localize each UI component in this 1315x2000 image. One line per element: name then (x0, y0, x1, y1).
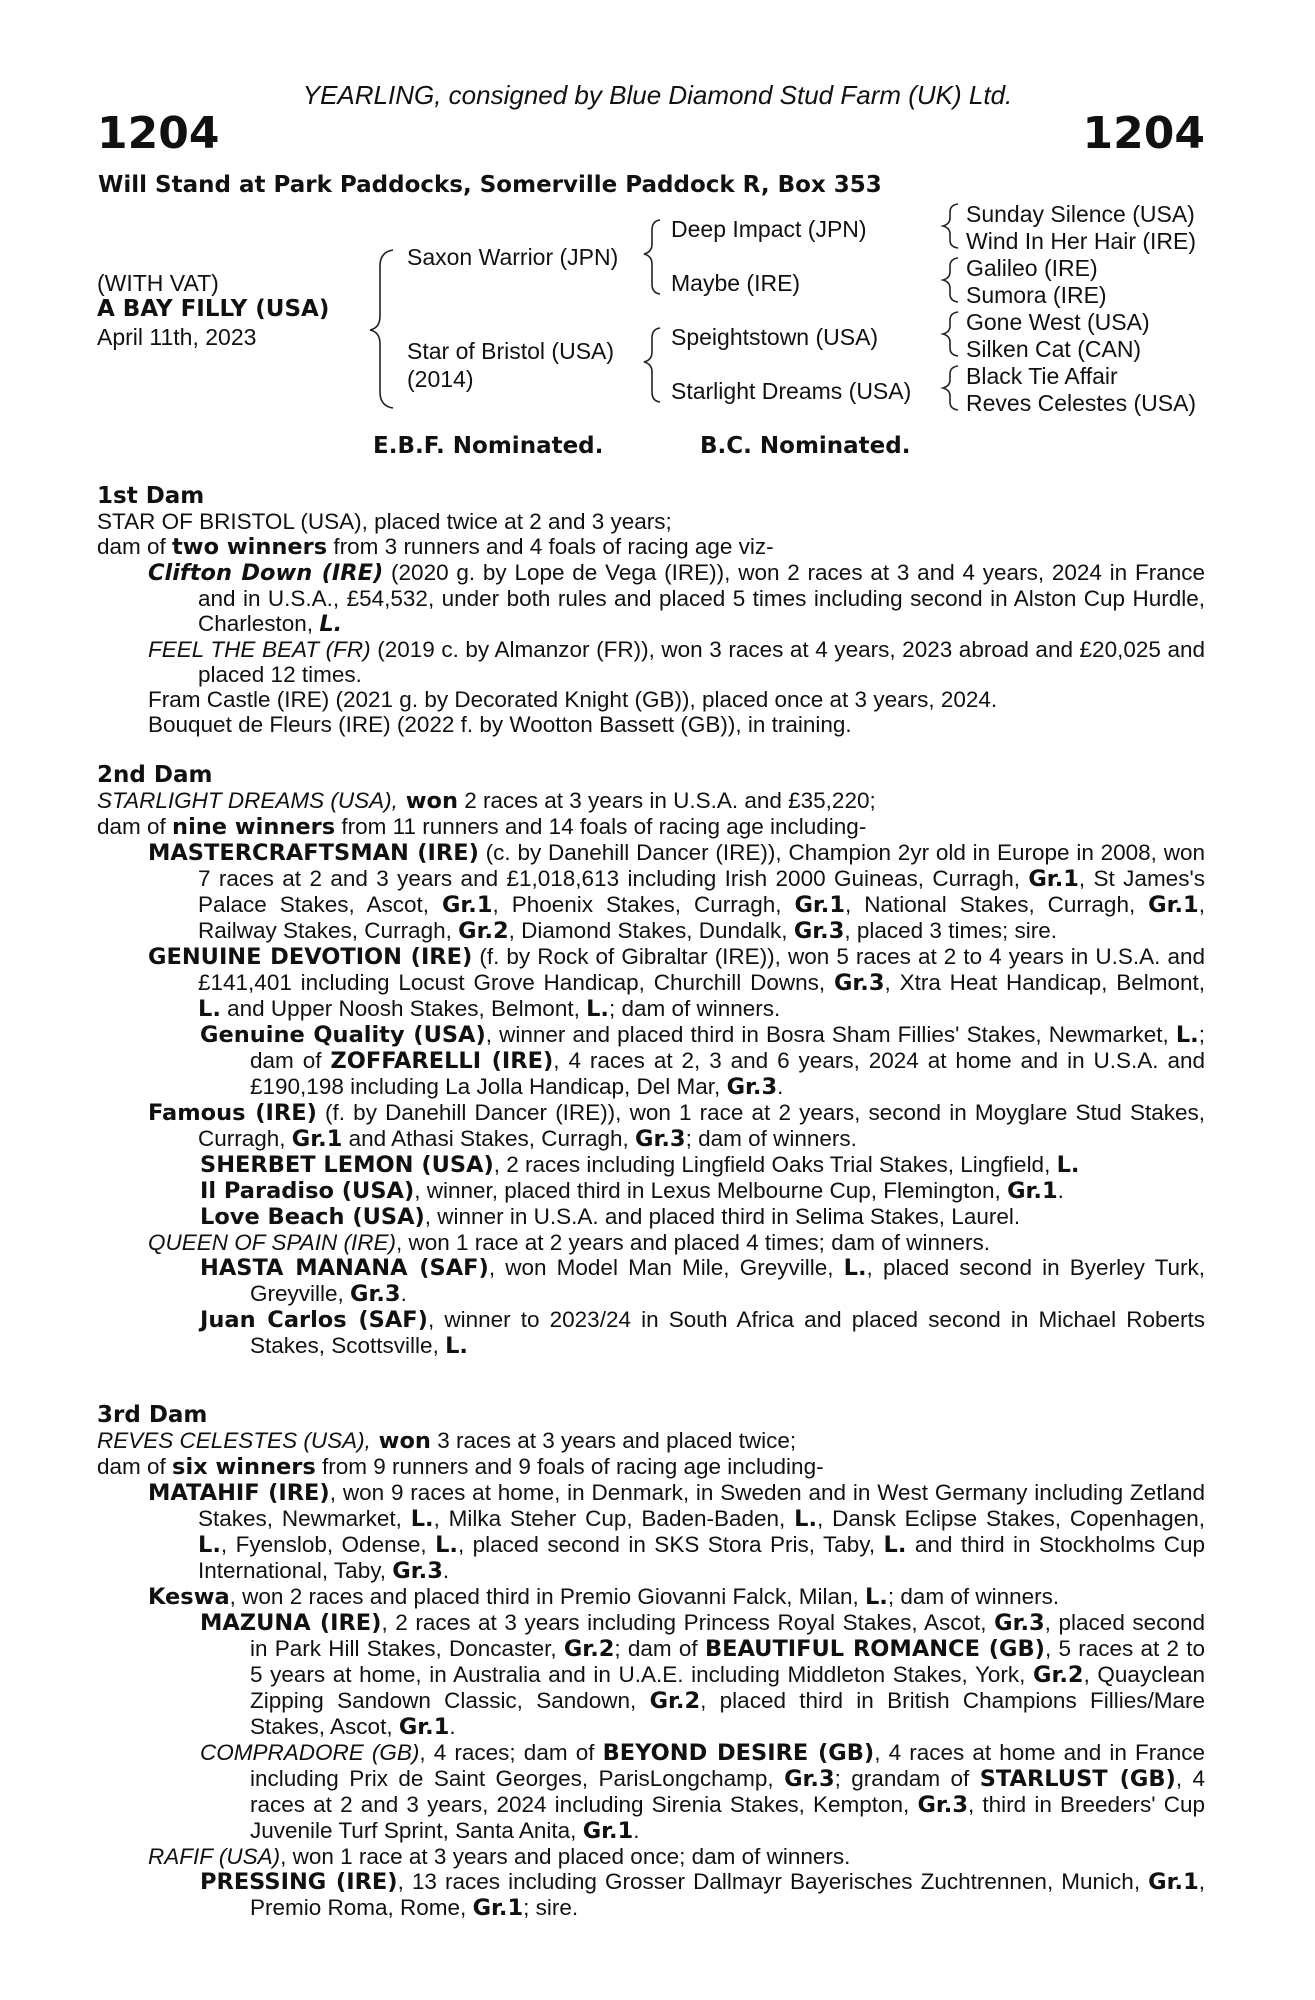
vat-note: (WITH VAT) (97, 270, 219, 296)
second-dam-section (0, 762, 1315, 1359)
entry-keswa: Keswa, won 2 races and placed third in Premio Giovanni Falck, Milan, L.; dam of winners. (148, 1584, 1060, 1610)
lot-number-right: 1204 (1082, 108, 1205, 159)
stand-location: Will Stand at Park Paddocks, Somerville Paddock R, Box 353 (98, 172, 882, 198)
lot-number-left: 1204 (97, 108, 220, 159)
horse-name: A BAY FILLY (USA) (97, 296, 330, 322)
third-dam-produce-line: dam of six winners from 9 runners and 9 foals of racing age including- (97, 1454, 824, 1480)
first-dam-heading: 1st Dam (97, 483, 205, 509)
dam-dam: Starlight Dreams (USA) (671, 378, 912, 404)
sire-dam: Maybe (IRE) (671, 270, 801, 296)
third-dam-line: REVES CELESTES (USA), won 3 races at 3 years and placed twice; (97, 1428, 797, 1454)
dam: Star of Bristol (USA) (407, 338, 615, 364)
entry-mastercraftsman: MASTERCRAFTSMAN (IRE) (c. by Danehill Dancer (IRE)), Champion 2yr old in Europe in 2008, won 7 races at 2 and 3 years and £1,018,613 including Irish 2000 Guineas, Curragh, Gr.1, St James's Palace Stakes, Ascot, Gr.1, Phoenix Stakes, Curragh, Gr.1, National Stakes, Curragh, Gr.1, Railway Stakes, Curragh, Gr.2, Diamond Stakes, Dundalk, Gr.3, placed 3 times; sire. (148, 840, 1205, 944)
dam-sire: Speightstown (USA) (671, 324, 879, 350)
sss: Sunday Silence (USA) (966, 201, 1195, 227)
third-dam-section (0, 1402, 1315, 1921)
entry-hasta-manana: HASTA MANANA (SAF), won Model Man Mile, Greyville, L., placed second in Byerley Turk, Greyville, Gr.3. (200, 1255, 1205, 1307)
second-dam-heading: 2nd Dam (97, 762, 213, 788)
entry-pressing: PRESSING (IRE), 13 races including Grosser Dallmayr Bayerisches Zuchtrennen, Munich, Gr.1, Premio Roma, Rome, Gr.1; sire. (200, 1869, 1205, 1921)
consignment-line: YEARLING, consigned by Blue Diamond Stud Farm (UK) Ltd. (302, 80, 1013, 110)
second-dam-line: STARLIGHT DREAMS (USA), won 2 races at 3 years in U.S.A. and £35,220; (97, 788, 876, 814)
dam-year: (2014) (407, 366, 474, 392)
first-dam-section (0, 483, 1315, 737)
entry-compradore: COMPRADORE (GB), 4 races; dam of BEYOND DESIRE (GB), 4 races at home and in France including Prix de Saint Georges, ParisLongchamp, Gr.3; grandam of STARLUST (GB), 4 races at 2 and 3 years, 2024 including Sirenia Stakes, Kempton, Gr.3, third in Breeders' Cup Juvenile Turf Sprint, Santa Anita, Gr.1. (200, 1740, 1205, 1844)
entry-matahif: MATAHIF (IRE), won 9 races at home, in Denmark, in Sweden and in West Germany including Zetland Stakes, Newmarket, L., Milka Steher Cup, Baden-Baden, L., Dansk Eclipse Stakes, Copenhagen, L., Fyenslob, Odense, L., placed second in SKS Stora Pris, Taby, L. and third in Stockholms Cup International, Taby, Gr.3. (148, 1480, 1205, 1584)
entry-juan-carlos: Juan Carlos (SAF), winner to 2023/24 in South Africa and placed second in Michael Roberts Stakes, Scottsville, L. (200, 1307, 1205, 1359)
entry-mazuna: MAZUNA (IRE), 2 races at 3 years including Princess Royal Stakes, Ascot, Gr.3, placed second in Park Hill Stakes, Doncaster, Gr.2; dam of BEAUTIFUL ROMANCE (GB), 5 races at 2 to 5 years at home, in Australia and in U.A.E. including Middleton Stakes, York, Gr.2, Quayclean Zipping Sandown Classic, Sandown, Gr.2, placed third in British Champions Fillies/Mare Stakes, Ascot, Gr.1. (200, 1610, 1205, 1740)
dss: Gone West (USA) (966, 309, 1150, 335)
entry-famous: Famous (IRE) (f. by Danehill Dancer (IRE)), won 1 race at 2 years, second in Moyglare Stud Stakes, Curragh, Gr.1 and Athasi Stakes, Curragh, Gr.3; dam of winners. (148, 1100, 1205, 1152)
entry-rafif: RAFIF (USA), won 1 race at 3 years and placed once; dam of winners. (148, 1844, 851, 1869)
ssd: Wind In Her Hair (IRE) (966, 228, 1197, 254)
second-dam-produce-line: dam of nine winners from 11 runners and 14 foals of racing age including- (97, 814, 867, 840)
entry-queen-of-spain: QUEEN OF SPAIN (IRE), won 1 race at 2 years and placed 4 times; dam of winners. (148, 1230, 991, 1255)
first-dam-line: STAR OF BRISTOL (USA), placed twice at 2 and 3 years; (97, 509, 672, 534)
ddd: Reves Celestes (USA) (966, 390, 1197, 416)
entry-il-paradiso: Il Paradiso (USA), winner, placed third in Lexus Melbourne Cup, Flemington, Gr.1. (200, 1178, 1064, 1204)
ebf-nominated: E.B.F. Nominated. (373, 433, 604, 459)
dds: Black Tie Affair (966, 363, 1118, 389)
produce-feel-the-beat: FEEL THE BEAT (FR) (2019 c. by Almanzor (FR)), won 3 races at 4 years, 2023 abroad and £20,025 and placed 12 times. (148, 637, 1205, 687)
horse-dob: April 11th, 2023 (97, 324, 257, 350)
entry-genuine-devotion: GENUINE DEVOTION (IRE) (f. by Rock of Gibraltar (IRE)), won 5 races at 2 to 4 years in U.S.A. and £141,401 including Locust Grove Handicap, Churchill Downs, Gr.3, Xtra Heat Handicap, Belmont, L. and Upper Noosh Stakes, Belmont, L.; dam of winners. (148, 944, 1205, 1022)
sds: Galileo (IRE) (966, 255, 1098, 281)
third-dam-heading: 3rd Dam (97, 1402, 208, 1428)
sire-sire: Deep Impact (JPN) (671, 216, 867, 242)
sdd: Sumora (IRE) (966, 282, 1107, 308)
first-dam-produce-line: dam of two winners from 3 runners and 4 foals of racing age viz- (97, 534, 774, 560)
entry-genuine-quality: Genuine Quality (USA), winner and placed third in Bosra Sham Fillies' Stakes, Newmarket, L.; dam of ZOFFARELLI (IRE), 4 races at 2, 3 and 6 years, 2024 at home and in U.S.A. and £190,198 including La Jolla Handicap, Del Mar, Gr.3. (200, 1022, 1205, 1100)
produce-clifton-down: Clifton Down (IRE) (2020 g. by Lope de Vega (IRE)), won 2 races at 3 and 4 years, 2024 in France and in U.S.A., £54,532, under both rules and placed 5 times including second in Alston Cup Hurdle, Charleston, L. (148, 560, 1205, 637)
produce-bouquet-de-fleurs: Bouquet de Fleurs (IRE) (2022 f. by Wootton Bassett (GB)), in training. (148, 712, 852, 737)
entry-sherbet-lemon: SHERBET LEMON (USA), 2 races including Lingfield Oaks Trial Stakes, Lingfield, L. (200, 1152, 1080, 1178)
entry-love-beach: Love Beach (USA), winner in U.S.A. and placed third in Selima Stakes, Laurel. (200, 1204, 1021, 1230)
produce-fram-castle: Fram Castle (IRE) (2021 g. by Decorated Knight (GB)), placed once at 3 years, 2024. (148, 687, 998, 712)
bc-nominated: B.C. Nominated. (700, 433, 911, 459)
sire: Saxon Warrior (JPN) (407, 244, 619, 270)
dsd: Silken Cat (CAN) (966, 336, 1142, 362)
